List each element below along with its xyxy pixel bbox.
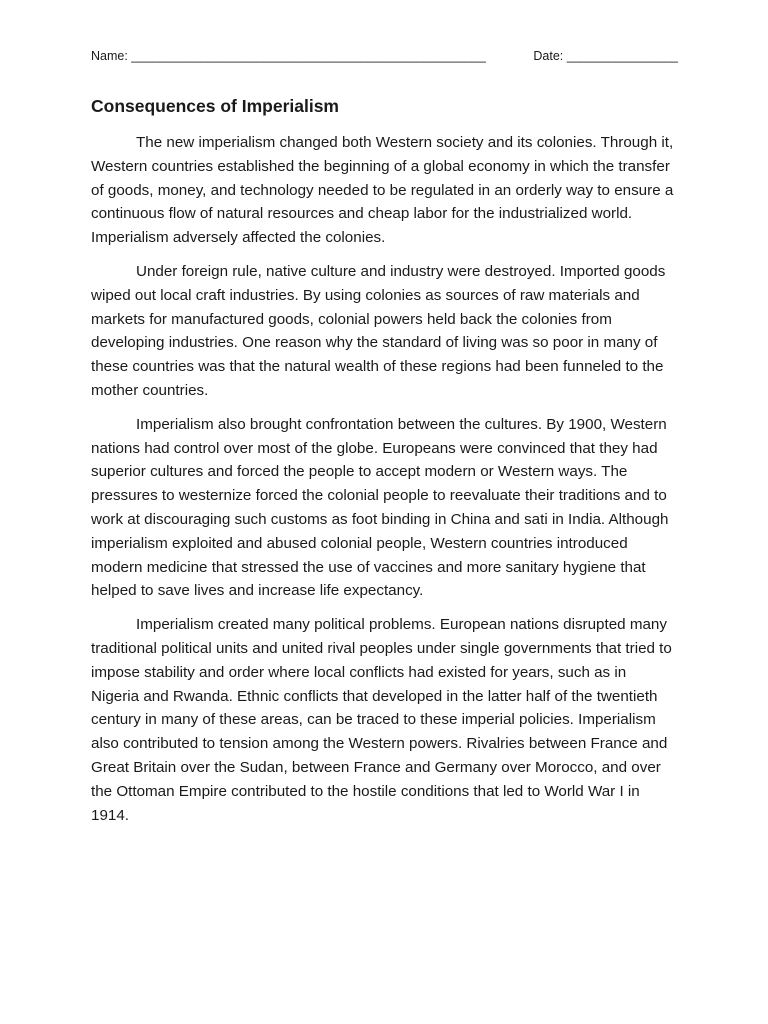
name-field[interactable]: Name: ___________________________________________________: [91, 49, 486, 63]
paragraph-political-problems: Imperialism created many political problems. European nations disrupted many traditional political units and united rival peoples under single governments that tried to impose stability and order where local conflicts had existed for years, such as in Nigeria and Rwanda. Ethnic conflicts that developed in the latter half of the twentieth century in many of these areas, can be traced to these imperial policies. Imperialism also contributed to tension among the Western powers. Rivalries between France and Great Britain over the Sudan, between France and Germany over Morocco, and over the Ottoman Empire contributed to the hostile conditions that led to World War I in 1914.: [91, 616, 672, 824]
document-title: Consequences of Imperialism: [91, 96, 339, 116]
paragraph-foreign-rule: Under foreign rule, native culture and industry were destroyed. Imported goods wiped out local craft industries. By using colonies as sources of raw materials and markets for manufactured goods, colonial powers held back the colonies from developing industries. One reason why the standard of living was so poor in many of these countries was that the natural wealth of these regions had been funneled to the mother countries.: [91, 262, 666, 399]
paragraph-cultural-confrontation: Imperialism also brought confrontation between the cultures. By 1900, Western nations had control over most of the globe. Europeans were convinced that they had superior cultures and forced the people to accept modern or Western ways. The pressures to westernize forced the colonial people to reevaluate their traditions and to work at discouraging such customs as foot binding in China and sati in India. Although imperialism exploited and abused colonial people, Western countries introduced modern medicine that stressed the use of vaccines and more sanitary hygiene that helped to save lives and increase life expectancy.: [91, 415, 669, 600]
paragraph-global-economy: The new imperialism changed both Western society and its colonies. Through it, Western countries established the beginning of a global economy in which the transfer of goods, money, and technology needed to be regulated in an orderly way to ensure a continuous flow of natural resources and cheap labor for the industrialized world. Imperialism adversely affected the colonies.: [91, 134, 674, 247]
worksheet-header: [91, 47, 678, 65]
date-field[interactable]: Date: ________________: [533, 49, 678, 63]
document-body: [91, 131, 677, 837]
